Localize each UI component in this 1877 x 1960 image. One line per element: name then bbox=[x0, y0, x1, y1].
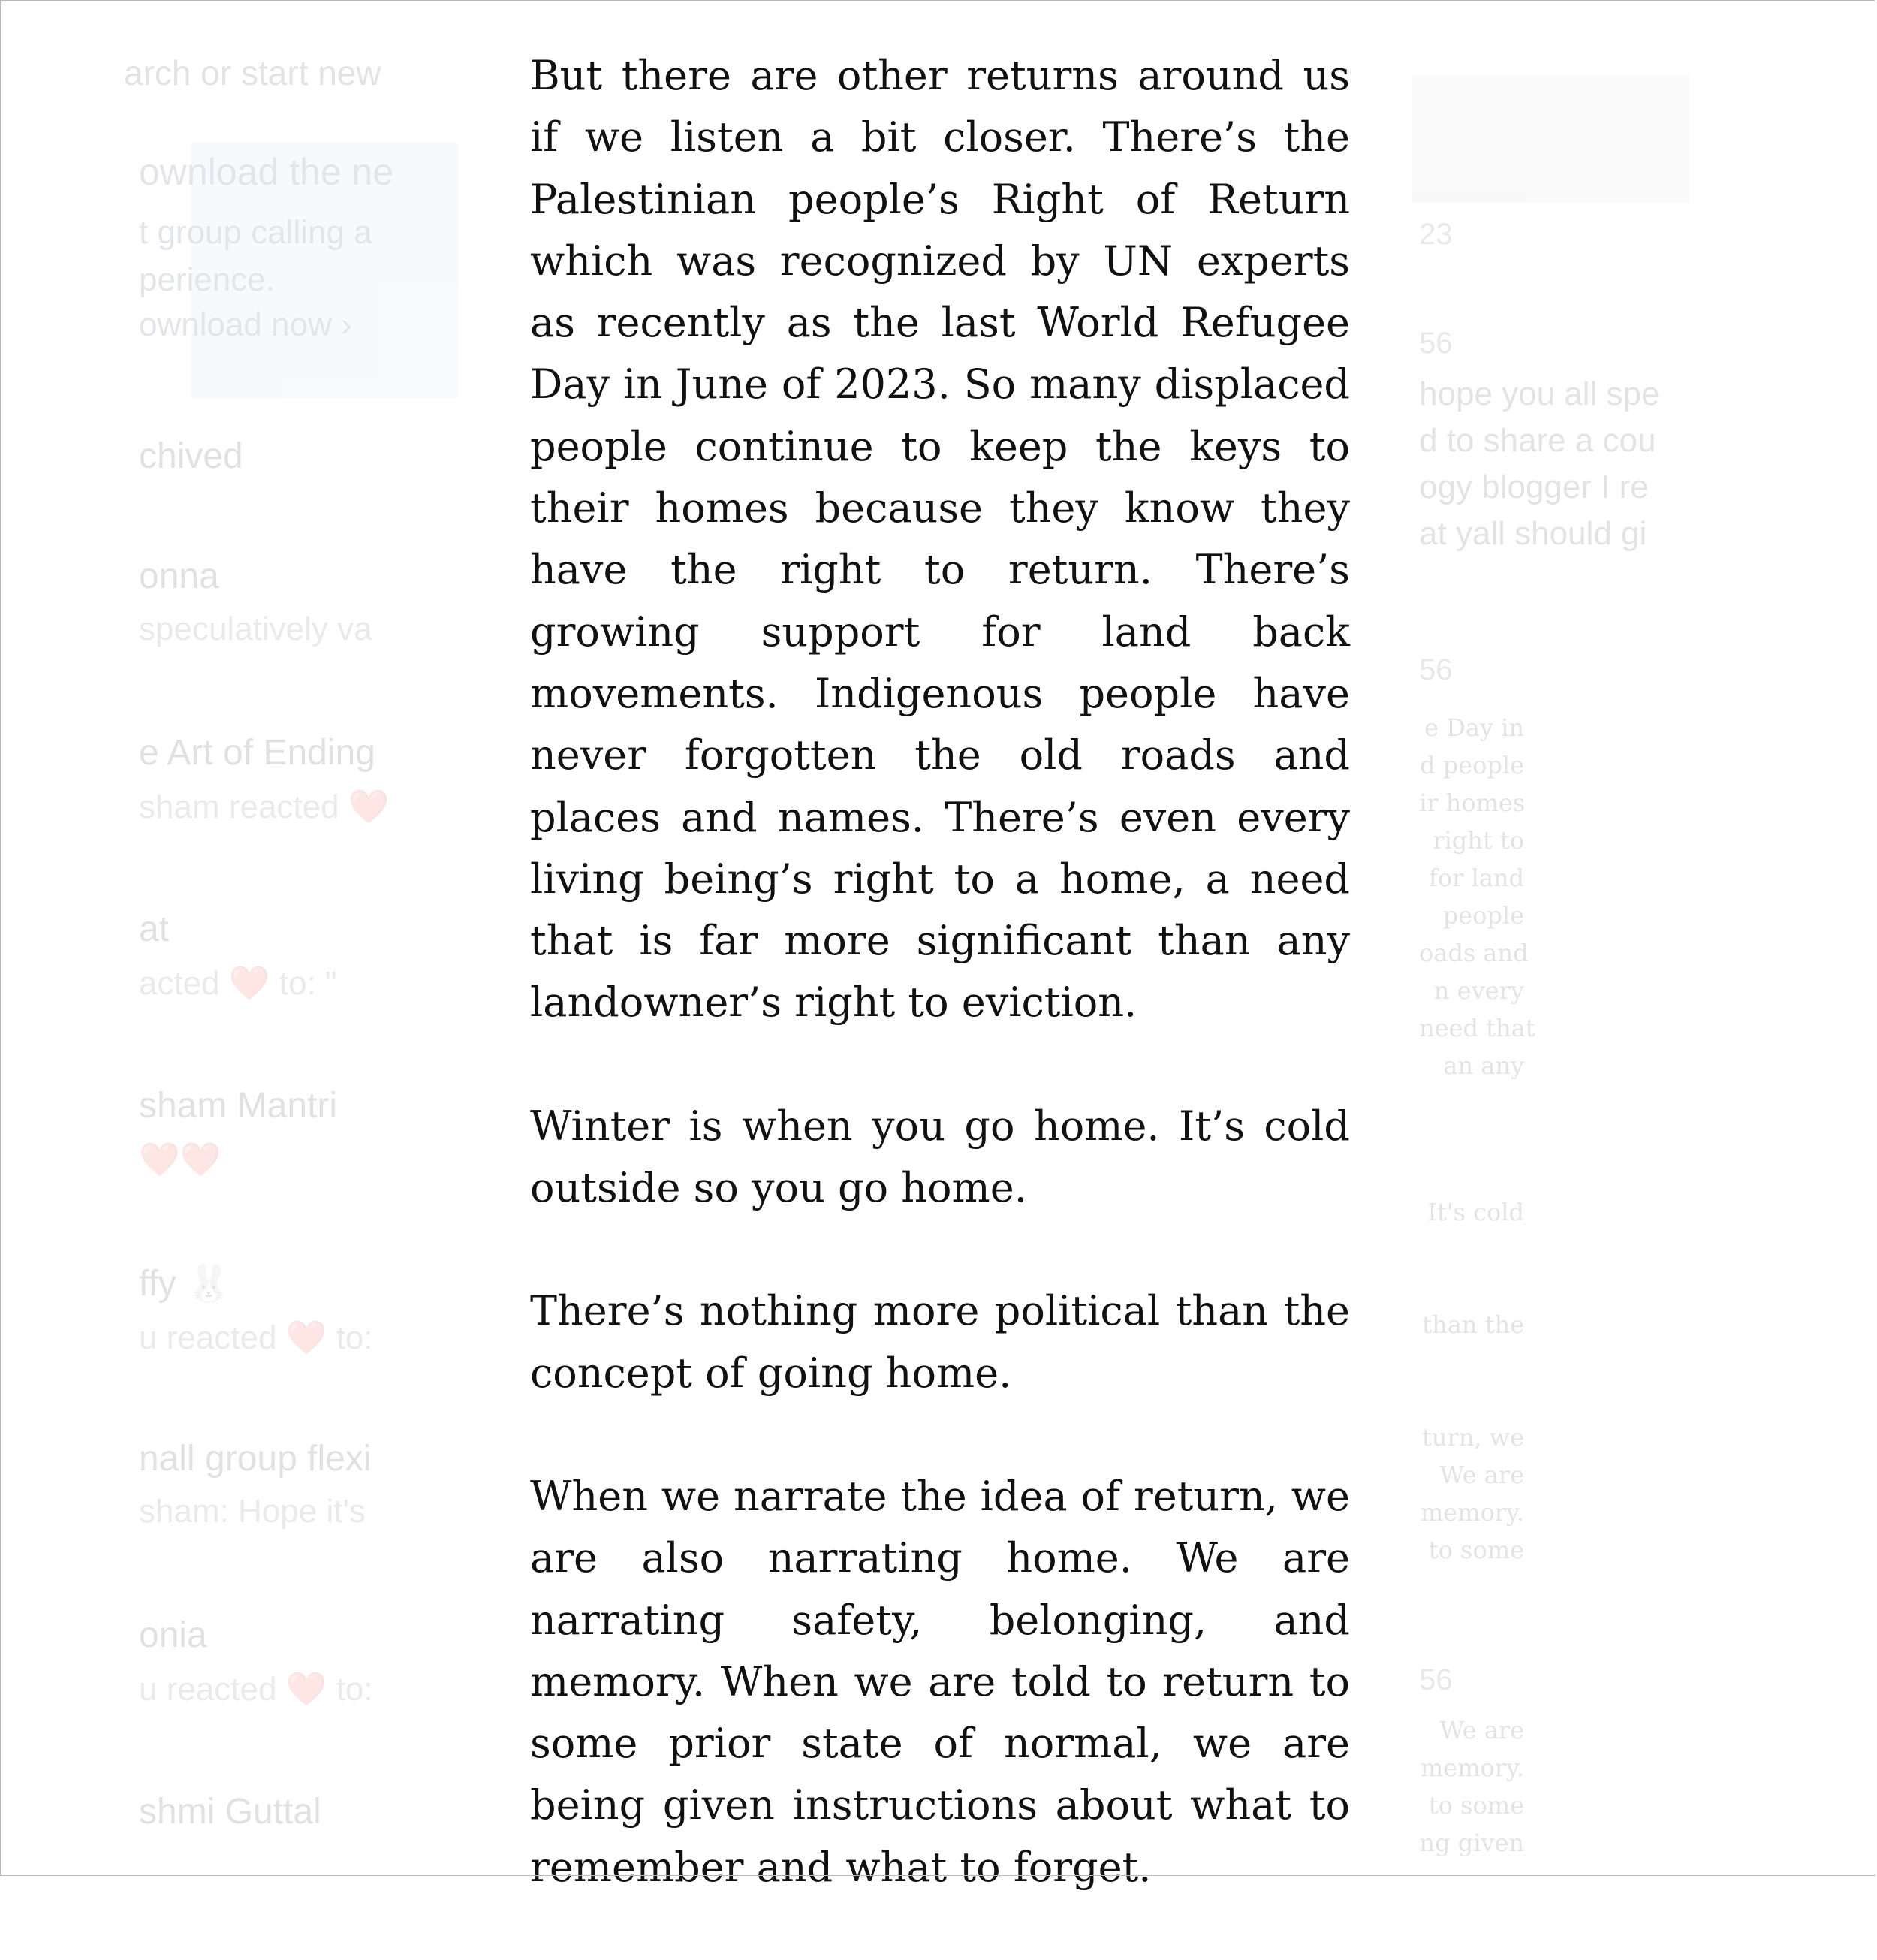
chat-preview: acted ❤️ to: " bbox=[139, 965, 337, 1002]
chat-name: sham Mantri bbox=[139, 1086, 338, 1126]
search-input[interactable]: arch or start new bbox=[124, 53, 381, 92]
article-paragraph: There’s nothing more political than the concept of going home. bbox=[530, 1287, 1350, 1397]
message-timestamp: 23 bbox=[1419, 218, 1453, 251]
chat-preview: u reacted ❤️ to: bbox=[139, 1671, 373, 1708]
thumbnail-text: for land bbox=[1429, 864, 1524, 892]
message-text: ogy blogger I re bbox=[1419, 469, 1649, 505]
banner-line-2: perience. bbox=[139, 261, 276, 298]
thumbnail-text: We are bbox=[1439, 1716, 1524, 1744]
chat-name: onia bbox=[139, 1615, 207, 1655]
thumbnail-text: people bbox=[1442, 901, 1524, 930]
message-timestamp: 56 bbox=[1419, 327, 1453, 360]
chat-name: nall group flexi bbox=[139, 1439, 372, 1479]
thumbnail-text: It's cold bbox=[1427, 1198, 1524, 1226]
article-paragraph: But there are other returns around us if we listen a bit closer. There’s the Palestinian people’s Right of Return which was recognized by UN experts as recently as the last World Refugee Day in June of 2023. So many displaced people continue to keep the keys to their homes because they know they have the right to return. There’s growing support for land back movements. Indigenous people have never forgotten the old roads and places and names. There’s even every living being’s right to a home, a need that is far more significant than any landowner’s right to eviction. bbox=[530, 52, 1350, 1027]
thumbnail-text: to some bbox=[1428, 1791, 1524, 1820]
chat-name: ffy 🐰 bbox=[139, 1264, 231, 1304]
banner-title: ownload the ne bbox=[139, 151, 394, 193]
message-timestamp: 56 bbox=[1419, 653, 1453, 686]
banner-line-1: t group calling a bbox=[139, 214, 372, 251]
thumbnail-text: d people bbox=[1420, 751, 1524, 779]
thumbnail-text: memory. bbox=[1420, 1753, 1524, 1782]
chat-name: shmi Guttal bbox=[139, 1792, 321, 1832]
message-text: d to share a cou bbox=[1419, 422, 1656, 459]
thumbnail-text: ir homes bbox=[1419, 789, 1526, 817]
thumbnail-text: n every bbox=[1433, 976, 1524, 1005]
thumbnail-text: need that bbox=[1419, 1014, 1535, 1042]
message-text: at yall should gi bbox=[1419, 515, 1647, 552]
message-timestamp: 56 bbox=[1419, 1663, 1453, 1696]
chat-preview: ❤️❤️ bbox=[139, 1141, 221, 1178]
archived-label: chived bbox=[139, 436, 243, 476]
chat-name: onna bbox=[139, 556, 219, 596]
thumbnail-text: oads and bbox=[1419, 939, 1529, 967]
thumbnail-text: turn, we bbox=[1421, 1423, 1524, 1452]
thumbnail-text: than the bbox=[1422, 1310, 1524, 1339]
message-text: hope you all spe bbox=[1419, 375, 1660, 412]
chat-preview: u reacted ❤️ to: bbox=[139, 1319, 373, 1356]
thumbnail-text: to some bbox=[1428, 1536, 1524, 1564]
chat-preview: sham reacted ❤️ bbox=[139, 789, 390, 825]
article-paragraph: When we narrate the idea of return, we are also narrating home. We are narrating safety, belonging, and memory. When we are told to return to some prior state of normal, we are being given instructions about what to remember and what to forget. bbox=[530, 1472, 1350, 1891]
thumbnail-text: We are bbox=[1439, 1461, 1524, 1489]
thumbnail-text: ng given bbox=[1419, 1829, 1524, 1857]
chat-preview: speculatively va bbox=[139, 611, 372, 647]
banner-download-link[interactable]: ownload now › bbox=[139, 306, 352, 343]
thumbnail-text: an any bbox=[1443, 1051, 1524, 1080]
thumbnail-text: memory. bbox=[1420, 1498, 1524, 1527]
chat-name: e Art of Ending bbox=[139, 733, 375, 773]
article-paragraph: Winter is when you go home. It’s cold outside so you go home. bbox=[530, 1102, 1350, 1212]
thumbnail-text: e Day in bbox=[1424, 713, 1524, 742]
thumbnail-text: right to bbox=[1433, 826, 1524, 855]
chat-name: at bbox=[139, 909, 170, 949]
chat-preview: sham: Hope it's bbox=[139, 1493, 366, 1530]
